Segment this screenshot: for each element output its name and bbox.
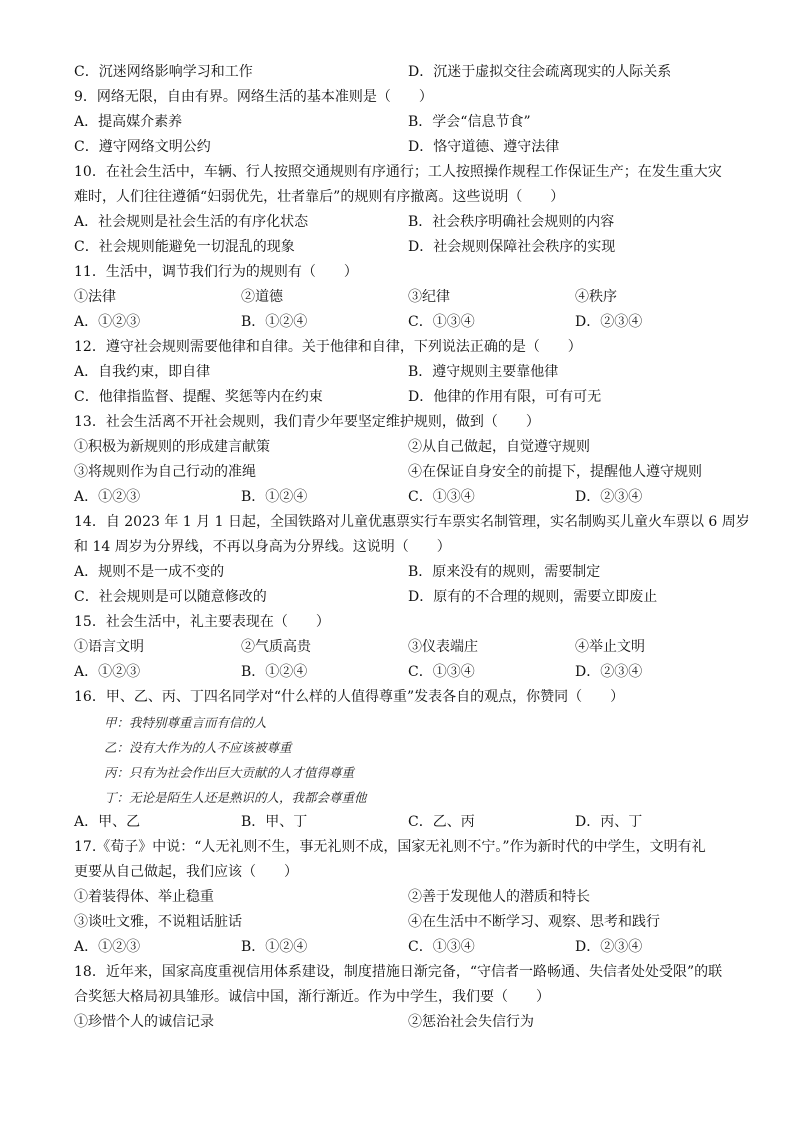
item-2: ②惩治社会失信行为 [408,1014,534,1030]
question-15: 15．社会生活中，礼主要表现在（ ） [74,614,330,630]
q17-options-row [74,935,734,960]
option-d: D．恪守道德、遵守法律 [408,139,560,155]
q14-options-row [74,585,734,610]
option-b: B．遵守规则主要靠他律 [408,364,559,380]
q15-items-row [74,635,734,660]
q11-options-row [74,310,734,335]
option-c: C．①③④ [408,939,475,955]
q13-options-row [74,485,734,510]
option-b: B．①②④ [241,314,308,330]
question-10-cont: 难时，人们往往遵循“妇弱优先，壮者靠后”的规则有序撤离。这些说明（ ） [74,189,565,205]
question-12: 12．遵守社会规则需要他律和自律。关于他律和自律，下列说法正确的是（ ） [74,339,582,355]
option-d: D．社会规则保障社会秩序的实现 [408,239,616,255]
option-a: A．提高媒介素养 [74,114,183,130]
item-4: ④秩序 [575,289,617,305]
q17-items-row [74,885,734,910]
q12-options-row [74,360,734,385]
option-c: C．遵守网络文明公约 [74,139,211,155]
question-18: 18．近年来，国家高度重视信用体系建设，制度措施日渐完备，“守信者一路畅通、失信者处处受限”的联 [74,964,723,980]
option-d: D．丙、丁 [575,814,643,830]
option-a: A．规则不是一成不变的 [74,564,225,580]
option-a: A．甲、乙 [74,814,141,830]
item-3: ③谈吐文雅，不说粗话脏话 [74,914,242,930]
student-view-ding: 丁：无论是陌生人还是熟识的人，我都会尊重他 [104,790,367,805]
student-view-bing: 丙：只有为社会作出巨大贡献的人才值得尊重 [104,765,355,780]
q15-options-row [74,660,734,685]
q12-options-row [74,385,734,410]
q13-items-row [74,460,734,485]
question-13: 13．社会生活离不开社会规则，我们青少年要坚定维护规则，做到（ ） [74,414,540,430]
item-1: ①法律 [74,289,116,305]
option-c: C．他律指监督、提醒、奖惩等内在约束 [74,389,323,405]
option-b: B．①②④ [241,664,308,680]
q13-items-row [74,435,734,460]
item-1: ①着装得体、举止稳重 [74,889,214,905]
item-2: ②气质高贵 [241,639,311,655]
item-1: ①语言文明 [74,639,144,655]
option-d: D．②③④ [575,664,643,680]
item-2: ②从自己做起，自觉遵守规则 [408,439,590,455]
question-17-cont: 更要从自己做起，我们应该（ ） [74,864,298,880]
option-c: C．①③④ [408,489,475,505]
item-2: ②道德 [241,289,283,305]
q11-items-row [74,285,734,310]
option-c: C．社会规则能避免一切混乱的现象 [74,239,295,255]
option-a: A．自我约束，即自律 [74,364,211,380]
item-4: ④举止文明 [575,639,645,655]
option-d: D．②③④ [575,489,643,505]
option-b: B．甲、丁 [241,814,308,830]
student-view-jia: 甲：我特别尊重言而有信的人 [104,715,267,730]
q10-options-row [74,235,734,260]
item-4: ④在保证自身安全的前提下，提醒他人遵守规则 [408,464,702,480]
option-c: C．①③④ [408,664,475,680]
question-9: 9．网络无限，自由有界。网络生活的基本准则是（ ） [74,89,433,105]
option-c: C．①③④ [408,314,475,330]
option-a: A．①②③ [74,314,141,330]
option-a: A．①②③ [74,939,141,955]
question-16: 16．甲、乙、丙、丁四名同学对“什么样的人值得尊重”发表各自的观点，你赞同（ ） [74,689,625,705]
student-view-yi: 乙：没有大作为的人不应该被尊重 [104,740,292,755]
option-a: A．①②③ [74,664,141,680]
q14-options-row [74,560,734,585]
option-c: C．沉迷网络影响学习和工作 [74,64,253,80]
q8-options-row [74,60,734,85]
option-c: C．乙、丙 [408,814,475,830]
item-1: ①积极为新规则的形成建言献策 [74,439,270,455]
question-14-cont: 和 14 周岁为分界线，不再以身高为分界线。这说明（ ） [74,539,451,555]
option-b: B．原来没有的规则，需要制定 [408,564,601,580]
q18-items-row [74,1010,734,1035]
q17-items-row [74,910,734,935]
q16-options-row [74,810,734,835]
question-14: 14．自 2023 年 1 月 1 日起，全国铁路对儿童优惠票实行车票实名制管理，实名制购买儿童火车票以 6 周岁 [74,514,750,530]
option-b: B．①②④ [241,939,308,955]
option-b: B．社会秩序明确社会规则的内容 [408,214,615,230]
option-d: D．②③④ [575,939,643,955]
option-d: D．②③④ [575,314,643,330]
option-d: D．原有的不合理的规则，需要立即废止 [408,589,658,605]
item-2: ②善于发现他人的潜质和特长 [408,889,590,905]
option-d: D．他律的作用有限，可有可无 [408,389,602,405]
item-3: ③仪表端庄 [408,639,478,655]
q9-options-row [74,110,734,135]
item-4: ④在生活中不断学习、观察、思考和践行 [408,914,660,930]
option-c: C．社会规则是可以随意修改的 [74,589,267,605]
q10-options-row [74,210,734,235]
q9-options-row [74,135,734,160]
question-11: 11．生活中，调节我们行为的规则有（ ） [74,264,358,280]
option-d: D．沉迷于虚拟交往会疏离现实的人际关系 [408,64,672,80]
question-18-cont: 合奖惩大格局初具雏形。诚信中国，渐行渐近。作为中学生，我们要（ ） [74,989,550,1005]
option-a: A．①②③ [74,489,141,505]
option-b: B．学会“信息节食” [408,114,531,130]
question-10: 10．在社会生活中，车辆、行人按照交通规则有序通行；工人按照操作规程工作保证生产；在发生重大灾 [74,164,722,180]
item-3: ③将规则作为自己行动的准绳 [74,464,256,480]
question-17: 17.《荀子》中说：“人无礼则不生，事无礼则不成，国家无礼则不宁。”作为新时代的中学生，文明有礼 [74,839,706,855]
option-a: A．社会规则是社会生活的有序化状态 [74,214,309,230]
item-3: ③纪律 [408,289,450,305]
option-b: B．①②④ [241,489,308,505]
item-1: ①珍惜个人的诚信记录 [74,1014,214,1030]
